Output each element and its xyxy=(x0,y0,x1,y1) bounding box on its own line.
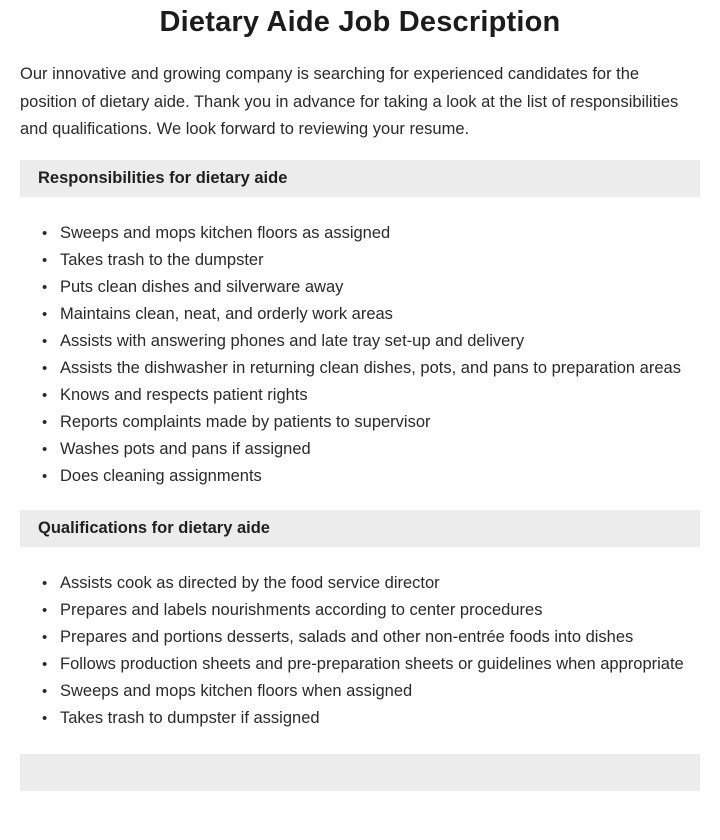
list-item xyxy=(20,705,700,732)
page-title: Dietary Aide Job Description xyxy=(159,6,561,38)
list-item xyxy=(20,274,700,301)
list-item xyxy=(20,624,700,651)
list-item-text: Knows and respects patient rights xyxy=(60,385,308,404)
list-item-text: Takes trash to dumpster if assigned xyxy=(60,708,320,727)
list-item-text: Sweeps and mops kitchen floors when assigned xyxy=(60,681,413,700)
list-item-text: Washes pots and pans if assigned xyxy=(60,439,311,458)
list-item xyxy=(20,597,700,624)
list-item xyxy=(20,382,700,409)
list-item xyxy=(20,678,700,705)
list-item-text: Assists the dishwasher in returning clean dishes, pots, and pans to preparation areas xyxy=(60,358,681,377)
bullet-icon: • xyxy=(42,359,48,377)
section-heading-label: Responsibilities for dietary aide xyxy=(38,168,288,187)
bullet-icon: • xyxy=(42,413,48,431)
list-item xyxy=(20,570,700,597)
bullet-icon: • xyxy=(42,574,48,592)
qualifications-list xyxy=(20,570,700,732)
list-item-text: Sweeps and mops kitchen floors as assigned xyxy=(60,223,391,242)
cutoff-section-header xyxy=(20,754,700,791)
list-item-text: Prepares and portions desserts, salads and other non-entrée foods into dishes xyxy=(60,627,634,646)
list-item-text: Assists with answering phones and late tray set-up and delivery xyxy=(60,331,525,350)
list-item xyxy=(20,463,700,490)
responsibilities-list xyxy=(20,220,700,490)
list-item xyxy=(20,328,700,355)
list-item-text: Takes trash to the dumpster xyxy=(60,250,264,269)
section-heading-responsibilities xyxy=(20,160,700,197)
list-item-text: Follows production sheets and pre-preparation sheets or guidelines when appropriate xyxy=(60,654,684,673)
bullet-icon: • xyxy=(42,682,48,700)
bullet-icon: • xyxy=(42,709,48,727)
bullet-icon: • xyxy=(42,467,48,485)
list-item-text: Does cleaning assignments xyxy=(60,466,262,485)
list-item xyxy=(20,355,700,382)
section-heading-qualifications xyxy=(20,510,700,547)
list-item xyxy=(20,301,700,328)
bullet-icon: • xyxy=(42,332,48,350)
bullet-icon: • xyxy=(42,251,48,269)
list-item-text: Reports complaints made by patients to supervisor xyxy=(60,412,431,431)
list-item xyxy=(20,220,700,247)
list-item-text: Assists cook as directed by the food service director xyxy=(60,573,440,592)
bullet-icon: • xyxy=(42,440,48,458)
bullet-icon: • xyxy=(42,655,48,673)
bullet-icon: • xyxy=(42,386,48,404)
bullet-icon: • xyxy=(42,628,48,646)
bullet-icon: • xyxy=(42,224,48,242)
list-item xyxy=(20,247,700,274)
list-item xyxy=(20,409,700,436)
bullet-icon: • xyxy=(42,601,48,619)
bullet-icon: • xyxy=(42,305,48,323)
list-item-text: Puts clean dishes and silverware away xyxy=(60,277,344,296)
list-item xyxy=(20,436,700,463)
intro-paragraph: Our innovative and growing company is searching for experienced candidates for the position of dietary aide. Thank you in advance for taking a look at the list of responsibilities and qualifications. We look forward to reviewing your resume. xyxy=(20,65,679,138)
bullet-icon: • xyxy=(42,278,48,296)
list-item xyxy=(20,651,700,678)
section-heading-label: Qualifications for dietary aide xyxy=(38,518,270,537)
list-item-text: Prepares and labels nourishments according to center procedures xyxy=(60,600,543,619)
list-item-text: Maintains clean, neat, and orderly work areas xyxy=(60,304,393,323)
